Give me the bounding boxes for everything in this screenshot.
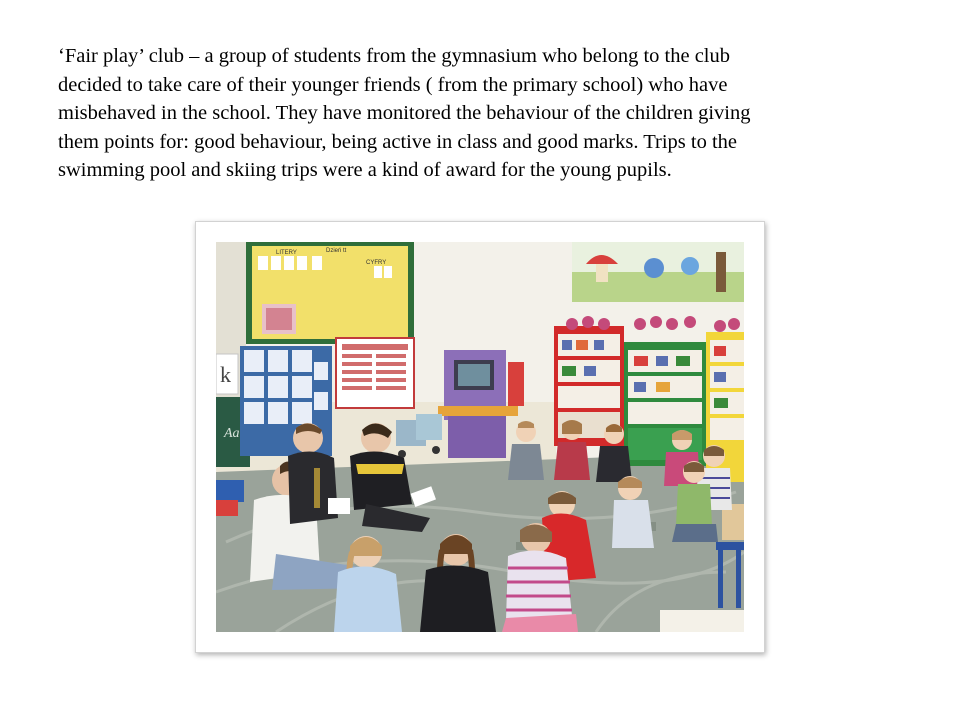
- classroom-photo: [216, 242, 744, 632]
- board-label-day: Dzień tt: [326, 248, 347, 254]
- chalk-text: Aa: [224, 426, 240, 441]
- wall-letter: k: [220, 362, 231, 387]
- board-label-literY: LITERY: [276, 250, 297, 256]
- board-label-cyfry: CYFRY: [366, 260, 387, 266]
- slide-paragraph: ‘Fair play’ club – a group of students from the gymnasium who belong to the club decided to take care of their younger friends ( from the primary school) who have misbehaved in the school. They have monitored the behaviour of the children giving them points for: good behaviour, being active in class and good marks. Trips to the swimming pool and skiing trips were a kind of award for the young pupils.: [58, 45, 751, 181]
- photo-frame: [195, 221, 765, 653]
